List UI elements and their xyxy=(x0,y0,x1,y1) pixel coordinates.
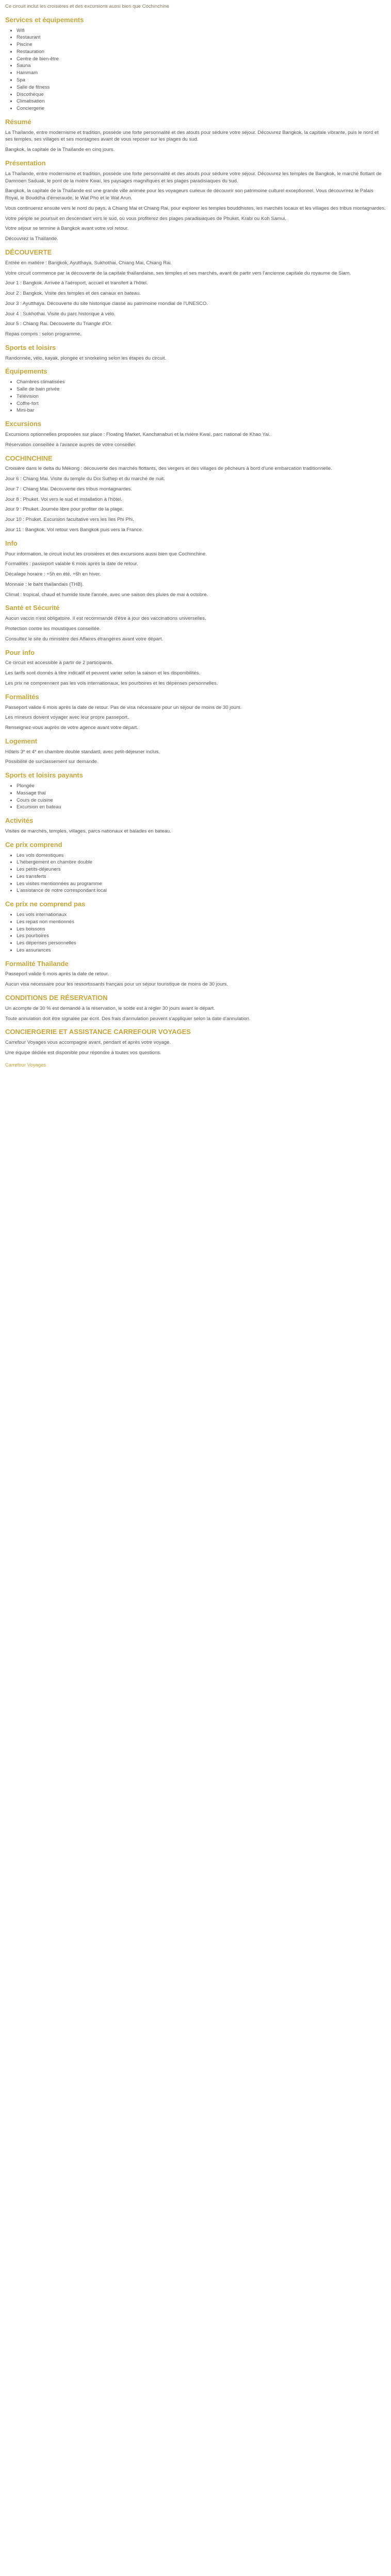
sante-body xyxy=(5,615,386,642)
activites-heading: Activités xyxy=(5,817,34,825)
paragraph: Entrée en matière : Bangkok, Ayutthaya, Sukhothai, Chiang Mai, Chiang Rai. xyxy=(5,260,172,266)
paragraph: Votre séjour se termine à Bangkok avant votre vol retour. xyxy=(5,226,129,232)
paragraph: Pour information, le circuit inclut les croisières et des excursions aussi bien que Cochinchine. xyxy=(5,551,207,557)
paragraph: Vous continuerez ensuite vers le nord du pays, à Chiang Mai et Chiang Rai, pour explorer les temples bouddhistes, les marchés locaux et les villages des tribus montagnardes. xyxy=(5,205,386,211)
paragraph: Jour 11 : Bangkok. Vol retour vers Bangkok puis vers la France. xyxy=(5,527,143,533)
services-list xyxy=(5,27,386,112)
paragraph: Bangkok, la capitale de la Thaïlande en cinq jours. xyxy=(5,147,115,153)
comprend-section xyxy=(5,840,386,894)
ne-comprend-pas-heading: Ce prix ne comprend pas xyxy=(5,900,86,908)
formalites-heading: Formalités xyxy=(5,692,39,701)
info-section xyxy=(5,539,386,599)
list-item: • Télévision xyxy=(17,393,386,400)
paragraph: Ce circuit est accessible à partir de 2 participants. xyxy=(5,660,113,666)
resume-heading: Résumé xyxy=(5,117,31,126)
logement-section xyxy=(5,737,386,766)
paragraph: Randonnée, vélo, kayak, plongée et snorkeling selon les étapes du circuit. xyxy=(5,355,167,361)
presentation-section xyxy=(5,159,386,243)
list-item: • Plongée xyxy=(17,783,386,790)
excursions-section xyxy=(5,419,386,448)
sports-heading: Sports et loisirs xyxy=(5,343,56,351)
paragraph: Jour 10 : Phuket. Excursion facultative vers les îles Phi Phi. xyxy=(5,517,134,523)
paragraph: Aucun vaccin n'est obligatoire. Il est recommandé d'être à jour des vaccinations universelles. xyxy=(5,616,206,622)
paragraph: Visites de marchés, temples, villages, parcs nationaux et balades en bateau. xyxy=(5,828,171,834)
paragraph: Consultez le site du ministère des Affaires étrangères avant votre départ. xyxy=(5,636,164,642)
list-item: • Piscine xyxy=(17,41,386,48)
paragraph: Climat : tropical, chaud et humide toute l'année, avec une saison des pluies de mai à octobre. xyxy=(5,591,208,598)
activites-supp-section xyxy=(5,771,386,811)
decouverte-heading: DÉCOUVERTE xyxy=(5,248,52,256)
cochinchine-body xyxy=(5,465,386,533)
list-item: • Salle de bain privée xyxy=(17,386,386,393)
list-item: • L'assistance de notre correspondant local xyxy=(17,887,386,894)
paragraph: Jour 3 : Ayutthaya. Découverte du site historique classé au patrimoine mondial de l'UNESCO. xyxy=(5,300,208,307)
paragraph: Aucun visa nécessaire pour les ressortissants français pour un séjour touristique de moins de 30 jours. xyxy=(5,981,228,988)
paragraph: Jour 1 : Bangkok. Arrivée à l'aéroport, accueil et transfert à l'hôtel. xyxy=(5,280,148,286)
paragraph: Votre périple se poursuit en descendant vers le sud, où vous profiterez des plages paradisiaques de Phuket, Krabi ou Koh Samui. xyxy=(5,215,287,222)
activites-supp-list xyxy=(5,783,386,811)
info-heading: Info xyxy=(5,539,18,547)
list-item: • Cours de cuisine xyxy=(17,797,386,804)
formalite-thai-heading: Formalité Thaïlande xyxy=(5,959,69,968)
list-item: • Mini-bar xyxy=(17,407,386,414)
list-item: • Excursion en bateau xyxy=(17,804,386,811)
paragraph: Toute annulation doit être signalée par écrit. Des frais d'annulation peuvent s'appliquer selon la date d'annulation. xyxy=(5,1015,251,1022)
paragraph: Jour 6 : Chiang Mai. Visite du temple du Doi Suthep et du marché de nuit. xyxy=(5,476,165,482)
equipements-list xyxy=(5,379,386,414)
paragraph: Jour 8 : Phuket. Vol vers le sud et installation à l'hôtel. xyxy=(5,496,122,502)
paragraph: Jour 2 : Bangkok. Visite des temples et des canaux en bateau. xyxy=(5,291,141,297)
list-item: • Les pourboires xyxy=(17,933,386,940)
pour-info-section xyxy=(5,648,386,687)
list-item: • Salle de fitness xyxy=(17,84,386,91)
paragraph: Carrefour Voyages vous accompagne avant, pendant et après votre voyage. xyxy=(5,1040,171,1046)
paragraph: La Thaïlande, entre modernisme et tradition, possède une forte personnalité et des atouts pour séduire votre séjour. Découvrez les temples de Bangkok, le marché flottant de Damnoen Saduak, le pont de la rivière Kwaï, les paysages magnifiques et les plages paradisiaques du sud. xyxy=(5,171,382,184)
presentation-heading: Présentation xyxy=(5,159,46,167)
paragraph: Les prix ne comprennent pas les vols internationaux, les pourboires et les dépenses personnelles. xyxy=(5,680,218,686)
conditions-body xyxy=(5,1005,386,1023)
list-item: • Discothèque xyxy=(17,91,386,98)
equipements-section xyxy=(5,367,386,414)
paragraph: Protection contre les moustiques conseillée. xyxy=(5,626,101,632)
comprend-list xyxy=(5,852,386,895)
paragraph: Jour 5 : Chiang Rai. Découverte du Triangle d'Or. xyxy=(5,321,112,327)
paragraph: Croisière dans le delta du Mékong : découverte des marchés flottants, des vergers et des villages de pêcheurs à bord d'une embarcation traditionnelle. xyxy=(5,466,332,472)
sports-section xyxy=(5,343,386,362)
list-item: • Les vols internationaux xyxy=(17,911,386,919)
conditions-section xyxy=(5,993,386,1022)
pour-info-heading: Pour info xyxy=(5,648,35,656)
assistance-section xyxy=(5,1027,386,1056)
paragraph: Monnaie : le baht thaïlandais (THB). xyxy=(5,581,84,587)
list-item: • Climatisation xyxy=(17,98,386,105)
paragraph: Passeport valide 6 mois après la date de retour. xyxy=(5,971,109,977)
paragraph: Excursions optionnelles proposées sur place : Floating Market, Kanchanaburi et la rivière Kwaï, parc national de Khao Yai. xyxy=(5,432,270,437)
sante-heading: Santé et Sécurité xyxy=(5,604,60,612)
list-item: • Les dépenses personnelles xyxy=(17,940,386,947)
page xyxy=(0,0,391,1069)
paragraph: Jour 4 : Sukhothai. Visite du parc historique à vélo. xyxy=(5,311,116,317)
list-item: • Spa xyxy=(17,77,386,84)
paragraph: Les tarifs sont donnés à titre indicatif et peuvent varier selon la saison et les disponibilités. xyxy=(5,670,201,676)
paragraph: Les mineurs doivent voyager avec leur propre passeport. xyxy=(5,715,129,721)
presentation-body xyxy=(5,171,386,243)
list-item: • Restauration xyxy=(17,48,386,56)
paragraph: Possibilité de surclassement sur demande. xyxy=(5,759,99,765)
list-item: • Hammam xyxy=(17,70,386,77)
activites-body xyxy=(5,828,386,835)
excursions-heading: Excursions xyxy=(5,420,42,428)
cochinchine-heading: COCHINCHINE xyxy=(5,454,53,462)
list-item: • Sauna xyxy=(17,62,386,70)
services-heading: Services et équipements xyxy=(5,15,84,24)
paragraph: Repas compris : selon programme. xyxy=(5,331,82,337)
footer-text: Carrefour Voyages xyxy=(5,1062,46,1068)
resume-body xyxy=(5,129,386,154)
excursions-body xyxy=(5,431,386,449)
list-item: • Massage thaï xyxy=(17,790,386,797)
list-item: • Les repas non mentionnés xyxy=(17,919,386,926)
formalite-thai-section xyxy=(5,959,386,988)
list-item: • Conciergerie xyxy=(17,105,386,112)
paragraph: Hôtels 3* et 4* en chambre double standard, avec petit-déjeuner inclus. xyxy=(5,749,160,755)
pour-info-body xyxy=(5,659,386,687)
list-item: • Les visites mentionnées au programme xyxy=(17,880,386,888)
paragraph: Jour 9 : Phuket. Journée libre pour profiter de la plage. xyxy=(5,506,124,513)
paragraph: Passeport valide 6 mois après la date de retour. Pas de visa nécessaire pour un séjour de moins de 30 jours. xyxy=(5,704,242,710)
activites-supp-heading: Sports et loisirs payants xyxy=(5,771,83,779)
intro-text: Ce circuit inclut les croisières et des excursions aussi bien que Cochinchine xyxy=(5,4,169,9)
activites-section xyxy=(5,816,386,835)
list-item: • Les transferts xyxy=(17,873,386,880)
formalite-thai-body xyxy=(5,971,386,988)
sports-body xyxy=(5,355,386,362)
list-item: • Les boissons xyxy=(17,926,386,933)
paragraph: Jour 7 : Chiang Mai. Découverte des tribus montagnardes. xyxy=(5,486,133,492)
paragraph: Une équipe dédiée est disponible pour répondre à toutes vos questions. xyxy=(5,1049,161,1056)
list-item: • Les vols domestiques xyxy=(17,852,386,859)
comprend-heading: Ce prix comprend xyxy=(5,840,62,849)
logement-heading: Logement xyxy=(5,737,38,745)
services-section xyxy=(5,15,386,112)
paragraph: Réservation conseillée à l'avance auprès de votre conseiller. xyxy=(5,442,137,448)
resume-section xyxy=(5,117,386,154)
conditions-heading: CONDITIONS DE RÉSERVATION xyxy=(5,993,108,1002)
list-item: • Chambres climatisées xyxy=(17,379,386,386)
paragraph: Bangkok, la capitale de la Thaïlande est une grande ville animée pour les voyageurs curieux de découvrir son patrimoine culturel exceptionnel. Vous découvrirez le Palais Royal, le Bouddha d'émeraude, le Wat Pho et le Wat Arun. xyxy=(5,188,373,201)
equipements-heading: Équipements xyxy=(5,367,47,376)
paragraph: Renseignez-vous auprès de votre agence avant votre départ. xyxy=(5,725,138,731)
paragraph: Un acompte de 30 % est demandé à la réservation, le solde est à régler 30 jours avant le départ. xyxy=(5,1005,215,1011)
info-body xyxy=(5,551,386,599)
list-item: • L'hébergement en chambre double xyxy=(17,859,386,866)
ne-comprend-pas-section xyxy=(5,900,386,954)
paragraph: Découvrez la Thaïlande. xyxy=(5,236,58,242)
paragraph: Votre circuit commence par la découverte de la capitale thaïlandaise, ses temples et ses marchés, avant de partir vers l'ancienne capitale du royaume de Siam. xyxy=(5,270,351,276)
logement-body xyxy=(5,749,386,766)
cochinchine-section xyxy=(5,454,386,534)
list-item: • Wifi xyxy=(17,27,386,35)
list-item: • Centre de bien-être xyxy=(17,56,386,63)
ne-comprend-pas-list xyxy=(5,911,386,954)
decouverte-section xyxy=(5,248,386,338)
list-item: • Les petits-déjeuners xyxy=(17,866,386,873)
assistance-body xyxy=(5,1039,386,1057)
assistance-heading: CONCIERGERIE ET ASSISTANCE CARREFOUR VOYAGES xyxy=(5,1028,191,1036)
paragraph: Formalités : passeport valable 6 mois après la date de retour. xyxy=(5,561,138,567)
sante-section xyxy=(5,603,386,642)
formalites-section xyxy=(5,692,386,732)
formalites-body xyxy=(5,704,386,732)
list-item: • Coffre-fort xyxy=(17,400,386,408)
paragraph: La Thaïlande, entre modernisme et tradition, possède une forte personnalité et des atouts pour séduire votre séjour. Découvrez Bangkok, la capitale vibrante, puis le nord et ses temples, ses villages et ses montagnes avant de vous reposer sur les plages du sud. xyxy=(5,129,379,143)
paragraph: Décalage horaire : +5h en été, +6h en hiver. xyxy=(5,571,101,578)
list-item: • Les assurances xyxy=(17,947,386,954)
list-item: • Restaurant xyxy=(17,34,386,41)
decouverte-body xyxy=(5,260,386,338)
